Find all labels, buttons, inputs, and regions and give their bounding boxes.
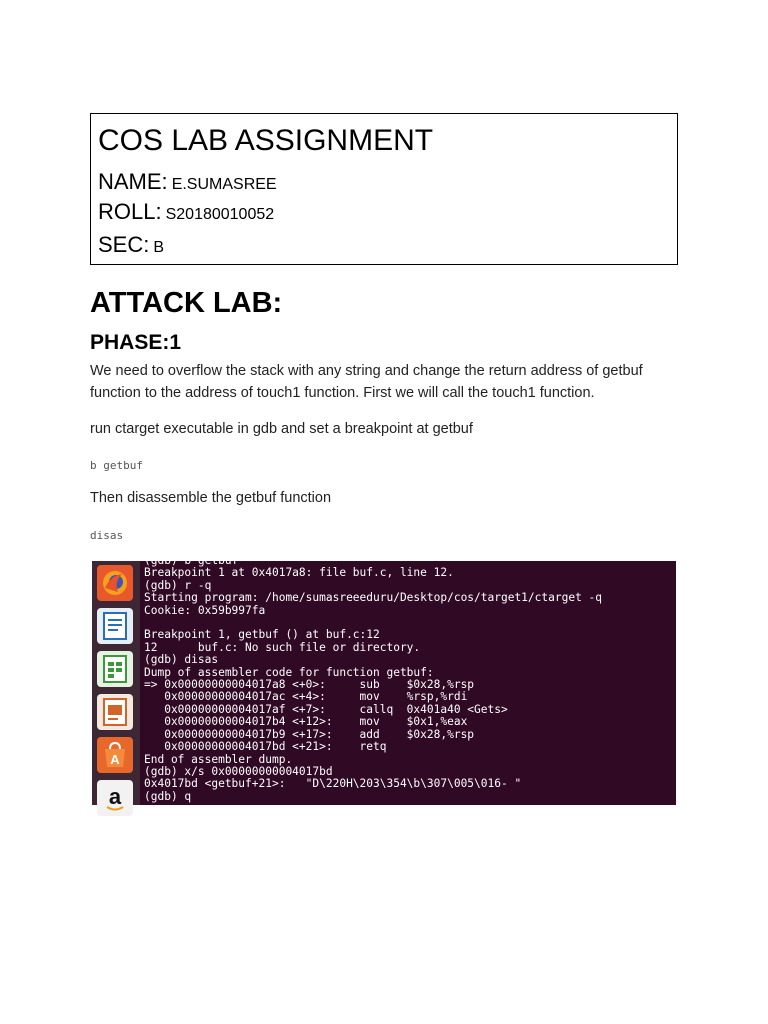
header-box — [90, 113, 678, 265]
intro-paragraph: We need to overflow the stack with any string and change the return address of getbuf function to the address of touch1 function. First we will call the touch1 function. — [90, 363, 643, 401]
svg-text:A: A — [110, 752, 120, 767]
sec-label: SEC: — [98, 232, 150, 257]
term-line: (gdb) b getbuf — [144, 554, 239, 567]
section-heading: ATTACK LAB: — [90, 287, 283, 319]
term-line: 0x00000000004017bd <+21>: retq — [144, 740, 387, 754]
term-line: (gdb) disas — [144, 653, 219, 667]
term-line: (gdb) r -q — [144, 578, 212, 592]
term-line: (gdb) x/s 0x00000000004017bd — [144, 764, 333, 778]
svg-text:a: a — [108, 784, 122, 809]
calc-icon[interactable] — [97, 651, 133, 687]
name-value: E.SUMASREE — [171, 176, 277, 193]
term-line: Breakpoint 1 at 0x4017a8: file buf.c, line 12. — [144, 566, 454, 580]
name-label: NAME: — [98, 169, 168, 194]
term-line: 0x4017bd <getbuf+21>: "D\220H\203\354\b\307\005\016- " — [144, 777, 522, 791]
term-line: Starting program: /home/sumasreeeduru/Desktop/cos/target1/ctarget -q — [144, 591, 603, 605]
term-line: Dump of assembler code for function getbuf: — [144, 665, 434, 679]
term-line: Cookie: 0x59b997fa — [144, 603, 266, 617]
writer-icon[interactable] — [97, 608, 133, 644]
command-disas: disas — [90, 529, 124, 542]
command-b-getbuf: b getbuf — [90, 459, 143, 472]
terminal-output — [144, 555, 602, 803]
term-line: (gdb) q — [144, 789, 192, 803]
term-line: 0x00000000004017b9 <+17>: add $0x28,%rsp — [144, 727, 475, 741]
firefox-icon[interactable] — [97, 565, 133, 601]
impress-icon[interactable] — [97, 694, 133, 730]
amazon-icon[interactable] — [97, 780, 133, 816]
sec-value: B — [153, 239, 165, 256]
roll-label: ROLL: — [98, 199, 162, 224]
term-line: 0x00000000004017ac <+4>: mov %rsp,%rdi — [144, 690, 468, 704]
term-line: 12 buf.c: No such file or directory. — [144, 640, 421, 654]
assignment-title: COS LAB ASSIGNMENT — [98, 124, 434, 157]
sec-row — [98, 232, 164, 258]
term-line: 0x00000000004017b4 <+12>: mov $0x1,%eax — [144, 715, 468, 729]
roll-value: S20180010052 — [165, 206, 275, 223]
term-line: 0x00000000004017af <+7>: callq 0x401a40 <Gets> — [144, 702, 508, 716]
terminal-screenshot — [92, 554, 676, 809]
roll-row — [98, 199, 274, 225]
name-row — [98, 169, 277, 195]
breakpoint-instruction: run ctarget executable in gdb and set a breakpoint at getbuf — [90, 421, 473, 437]
term-line: End of assembler dump. — [144, 752, 293, 766]
term-line: => 0x00000000004017a8 <+0>: sub $0x28,%rsp — [144, 678, 475, 692]
term-line: Breakpoint 1, getbuf () at buf.c:12 — [144, 628, 380, 642]
disassemble-instruction: Then disassemble the getbuf function — [90, 490, 332, 506]
ubuntu-launcher — [92, 561, 140, 809]
phase-heading: PHASE:1 — [90, 331, 182, 354]
software-center-icon[interactable] — [97, 737, 133, 773]
